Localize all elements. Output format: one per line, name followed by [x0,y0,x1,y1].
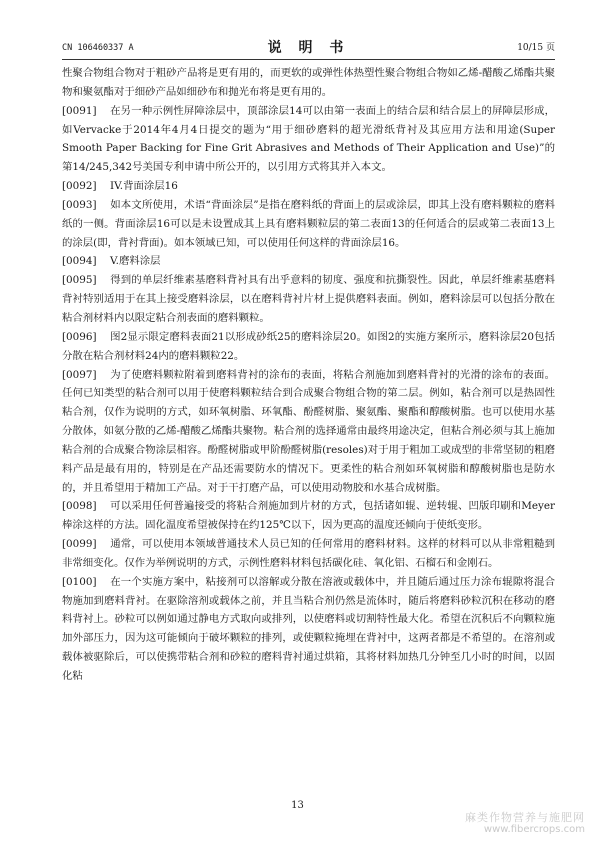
document-title: 说 明 书 [267,40,350,56]
paragraph-id: [0095] [62,274,97,287]
paragraph-0099 [62,535,555,573]
paragraph-text: 在另一种示例性屏障涂层中，顶部涂层14可以由第一表面上的结合层和结合层上的屏障层形成，如Vervacke于2014年4月4日提交的题为“用于细砂磨料的超光滑纸背衬及其应用方法和用途(Super Smooth Paper Backing for Fine Grit Abrasives and Methods of Their Application and Use)”的第14/245,342号美国专利申请中所公开的，以引用方式将其并入本文。 [62,104,555,174]
paragraph-id: [0094] [62,255,97,268]
paragraph-id: [0100] [62,575,97,588]
publication-number: CN 106460337 A [62,43,134,53]
paragraph-id: [0099] [62,538,97,551]
section-heading: V.磨料涂层 [110,255,161,268]
paragraph-0093 [62,196,555,253]
paragraph-0095 [62,271,555,328]
paragraph-text: 图2显示限定磨料表面21以形成砂纸25的磨料涂层20。如图2的实施方案所示，磨料涂层20包括分散在粘合剂材料24内的磨料颗粒22。 [62,330,555,362]
watermark [465,812,585,836]
paragraph-0100 [62,573,555,686]
paragraph-id: [0093] [62,198,97,211]
paragraph-id: [0091] [62,104,97,117]
paragraph-0097 [62,366,555,498]
page-info: 10/15 页 [517,43,555,53]
paragraph-text: 得到的单层纤维素基磨料背衬具有出乎意料的韧度、强度和抗撕裂性。因此，单层纤维素基磨料背衬特别适用于在其上接受磨料涂层，以在磨料背衬片材上提供磨料表面。例如，磨料涂层可以包括分散在粘合剂材料内以限定粘合剂表面的磨料颗粒。 [62,274,555,324]
paragraph-0094 [62,252,555,271]
body-text [62,64,555,686]
paragraph-text: 如本文所使用，术语“背面涂层”是指在磨料纸的背面上的层或涂层，即其上没有磨料颗粒的磨料纸的一侧。背面涂层16可以是未设置成其上具有磨料颗粒层的第二表面13的任何适合的层或第二表面13上的涂层(即，背衬背面)。如本领域已知，可以使用任何这样的背面涂层16。 [62,198,555,249]
paragraph-id: [0098] [62,500,97,513]
section-heading: IV.背面涂层16 [110,180,178,193]
paragraph-0098 [62,497,555,535]
paragraph-text: 为了使磨料颗粒附着到磨料背衬的涂布的表面，将粘合剂施加到磨料背衬的光滑的涂布的表面。任何已知类型的粘合剂可以用于使磨料颗粒结合到合成聚合物组合物的第二层。例如，粘合剂可以是热固性粘合剂，仅作为说明的方式，如环氧树脂、环氧酯、酚醛树脂、聚氨酯、聚酯和醇酸树脂。也可以使用水基分散体，如氨分散的乙烯-醋酸乙烯酯共聚物。粘合剂的选择通常由最终用途决定，但粘合剂必须与其上施加粘合剂的合成聚合物涂层相容。酚醛树脂或甲阶酚醛树脂(resoles)对于用于粗加工或成型的非常坚韧的粗磨料产品是最有用的，特别是在产品还需要防水的情况下。更柔性的粘合剂如环氧树脂和醇酸树脂也是防水的，并且希望用于精加工产品。对于干打磨产品，可以使用动物胶和水基合成树脂。 [62,368,555,494]
paragraph-0091 [62,102,555,177]
paragraph-id: [0096] [62,330,97,343]
paragraph-0096 [62,328,555,366]
watermark-url: www.fibercrops.com [483,824,585,835]
paragraph-text: 可以采用任何普遍接受的将粘合剂施加到片材的方式，包括诸如辊、逆转辊、凹版印刷和Meyer棒涂这样的方法。固化温度希望被保持在约125℃以下，因为更高的温度还倾向于使纸变形。 [62,500,555,532]
paragraph-0092 [62,177,555,196]
paragraph-id: [0092] [62,180,97,193]
page-number: 13 [291,800,304,811]
lead-paragraph [62,64,555,102]
paragraph-text: 在一个实施方案中，粘接剂可以溶解或分散在溶液或载体中，并且随后通过压力涂布辊隙将混合物施加到磨料背衬。在驱除溶剂或载体之前，并且当粘合剂仍然是流体时，随后将磨料砂粒沉积在移动的磨料背衬上。砂粒可以例如通过静电方式取向或排列，以使磨料或切割特性最大化。希望在沉积后不向颗粒施加外部压力，因为这可能倾向于破坏颗粒的排列，或使颗粒掩埋在背衬中，这两者都是不希望的。在溶剂或载体被驱除后，可以使携带粘合剂和砂粒的磨料背衬通过烘箱，其将材料加热几分钟至几小时的时间，以固化粘 [62,575,555,682]
watermark-title: 麻类作物营养与施肥网 [465,811,585,824]
lead-text: 性聚合物组合物对于粗砂产品将是更有用的，而更软的或弹性体热塑性聚合物组合物如乙烯-醋酸乙烯酯共聚物和聚氨酯对于细砂产品如细砂布和抛光布将是更有用的。 [62,67,555,98]
page-header [62,38,555,58]
paragraph-id: [0097] [62,368,97,381]
header-rule [62,59,555,60]
paragraph-text: 通常，可以使用本领域普通技术人员已知的任何常用的磨料材料。这样的材料可以从非常粗糙到非常细变化。仅作为举例说明的方式，示例性磨料材料包括碳化硅、氧化铝、石榴石和金刚石。 [62,538,555,569]
